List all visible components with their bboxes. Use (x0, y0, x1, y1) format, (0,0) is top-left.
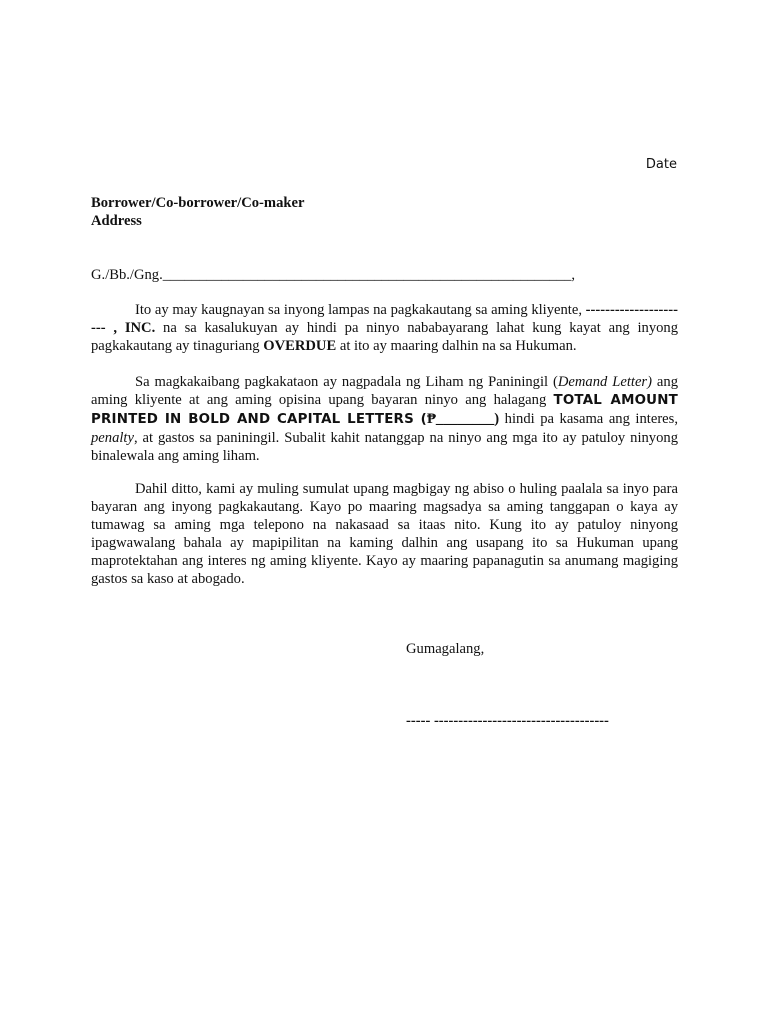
recipient-address-line: Address (91, 213, 142, 229)
overdue-term: OVERDUE (263, 338, 337, 354)
salutation: G./Bb./Gng.________________________________________________________, (91, 267, 576, 283)
paragraph-overdue-notice (91, 301, 678, 355)
total-amount-placeholder: TOTAL AMOUNT PRINTED IN BOLD AND CAPITAL LETTERS ( (91, 393, 678, 427)
paragraph-demand-letter (91, 373, 678, 465)
peso-amount-blank: ₱________) (426, 411, 500, 427)
recipient-name-line: Borrower/Co-borrower/Co-maker (91, 195, 305, 211)
paragraph2-text-c: hindi pa kasama ang interes, (499, 411, 678, 427)
paragraph-final-reminder: Dahil ditto, kami ay muling sumulat upang magbigay ng abiso o huling paalala sa inyo para bayaran ang inyong pagkakautang. Kayo po maaring magsadya sa aming tanggapan o kaya ay tumawag sa aming mga telepono na nakasaad sa itaas nito. Kung ito ay patuloy ninyong ipagwawalang bahala ay mapipilitan na kaming dalhin ang usapang ito sa Hukuman upang maprotektahan ang interes ng aming kliyente. Kayo ay maaring papanagutin sa anumang magiging gastos sa kaso at abogado. (91, 481, 678, 587)
paragraph2-text-d: , at gastos sa paniningil. Subalit kahit natanggap na ninyo ang mga ito ay patuloy ninyong binalewala ang aming liham. (91, 430, 678, 464)
paragraph2-text-b: ang aming kliyente at ang aming opisina upang bayaran ninyo ang halagang (91, 374, 678, 408)
paragraph2-text-a: Sa magkakaibang pagkakataon ay nagpadala ng Liham ng Paniningil ( (135, 374, 558, 390)
paragraph1-text-a: Ito ay may kaugnayan sa inyong lampas na pagkakautang sa aming kliyente, (135, 302, 586, 318)
penalty-term: penalty (91, 430, 134, 446)
date-label: Date (645, 157, 677, 172)
demand-letter-term: Demand Letter) (557, 374, 652, 390)
company-name-placeholder: ---------------------- , INC. (91, 302, 678, 336)
signature-line: ----- ------------------------------------ (406, 713, 609, 729)
recipient-block (91, 194, 304, 230)
paragraph1-text-c: at ito ay maaring dalhin na sa Hukuman. (336, 338, 577, 354)
paragraph1-text-b: na sa kasalukuyan ay hindi pa ninyo nababayarang lahat kung kayat ang inyong pagkakautang ay tinaguriang (91, 320, 679, 354)
closing-salutation: Gumagalang, (406, 641, 485, 657)
